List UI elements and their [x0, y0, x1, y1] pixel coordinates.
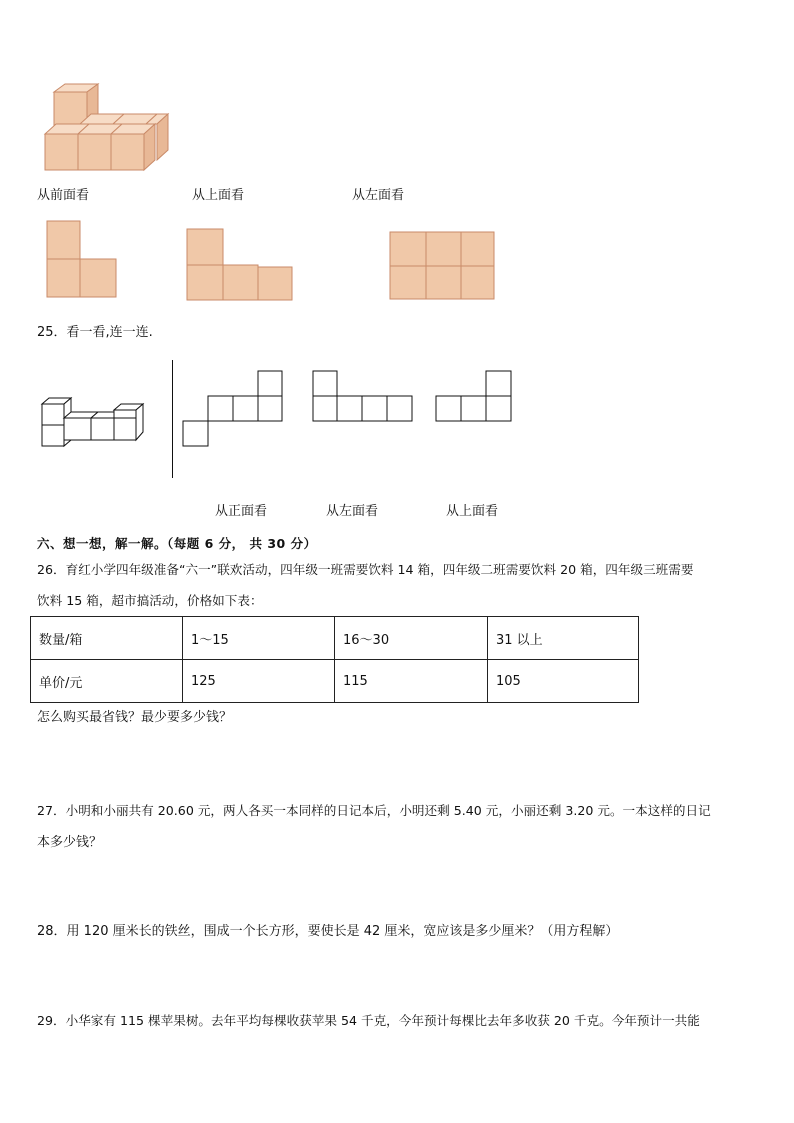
table-cell: 31 以上 — [488, 617, 639, 660]
q25-divider — [172, 360, 173, 478]
q25-label-front: 从正面看 — [215, 504, 268, 519]
q28-line1: 28．用 120 厘米长的铁丝，围成一个长方形，要使长是 42 厘米，宽应该是多少厘米？（用方程解） — [37, 924, 619, 939]
table-row — [31, 617, 639, 660]
q26-line1: 26．育红小学四年级准备“六一”联欢活动，四年级一班需要饮料 14 箱，四年级二班需要饮料 20 箱，四年级三班需要 — [37, 562, 694, 577]
table-cell: 1～15 — [183, 617, 335, 660]
q29-line1: 29．小华家有 115 棵苹果树。去年平均每棵收获苹果 54 千克，今年预计每棵比去年多收获 20 千克。今年预计一共能 — [37, 1013, 700, 1028]
q25-solid-figure — [42, 396, 162, 456]
top-view-shape — [187, 229, 297, 304]
cube-figure-3d — [40, 80, 180, 180]
q25-prompt: 25．看一看,连一连. — [37, 325, 153, 340]
table-cell: 数量/箱 — [31, 617, 183, 660]
q27-line1: 27．小明和小丽共有 20.60 元，两人各买一本同样的日记本后，小明还剩 5.40 元，小丽还剩 3.20 元。一本这样的日记 — [37, 803, 711, 818]
q25-view-shape-a — [183, 370, 293, 450]
q27-line2: 本多少钱？ — [37, 835, 103, 850]
table-cell: 16～30 — [335, 617, 488, 660]
table-cell: 115 — [335, 660, 488, 703]
q26-line2: 饮料 15 箱，超市搞活动，价格如下表： — [37, 593, 263, 608]
price-table — [30, 616, 639, 703]
q25-label-left: 从左面看 — [326, 504, 379, 519]
section6-title: 六、想一想，解一解。（每题 6 分， 共 30 分） — [37, 536, 317, 551]
q25-view-shape-b — [312, 370, 422, 430]
table-cell: 125 — [183, 660, 335, 703]
view-label-left: 从左面看 — [352, 188, 405, 203]
front-view-shape — [47, 221, 127, 301]
view-label-top: 从上面看 — [192, 188, 245, 203]
q26-question: 怎么购买最省钱？最少要多少钱？ — [37, 710, 233, 725]
q25-label-top: 从上面看 — [446, 504, 499, 519]
table-cell: 105 — [488, 660, 639, 703]
q25-view-shape-c — [436, 370, 526, 430]
table-cell: 单价/元 — [31, 660, 183, 703]
view-label-front: 从前面看 — [37, 188, 90, 203]
left-view-shape — [390, 232, 500, 302]
table-row — [31, 660, 639, 703]
